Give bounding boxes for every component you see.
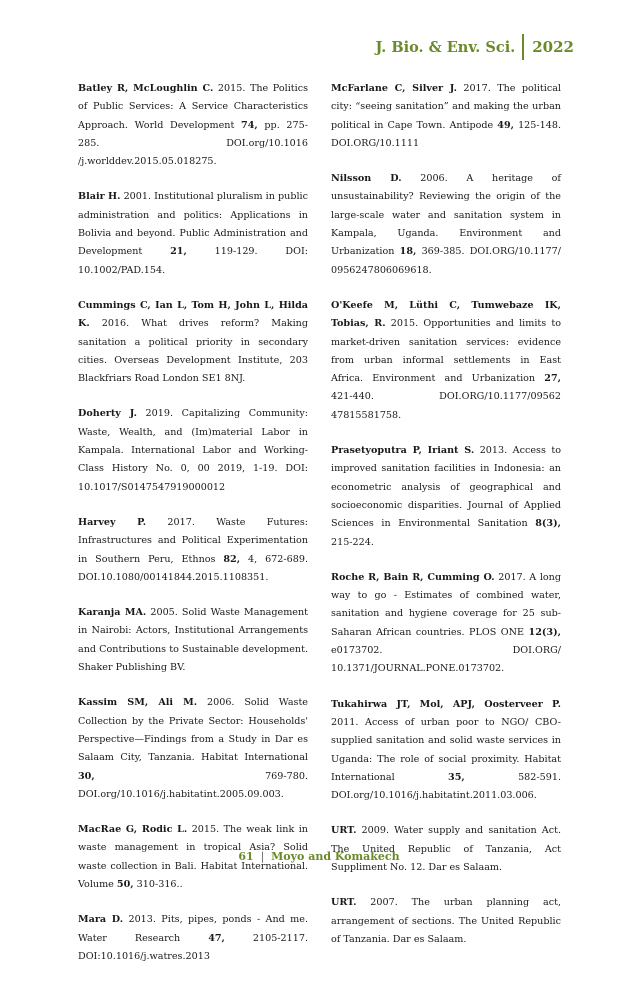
reference-entry: URT. 2009. Water supply and sanitation Act. The United Republic of Tanzania, Act Suppliment No. 12. Dar es Salaam. [331,825,561,873]
right-column [331,80,561,966]
left-column [78,80,308,983]
footer-separator: | [260,850,265,863]
reference-entry: O'Keefe M, Lüthi C, Tumwebaze IK, Tobias, R. 2015. Opportunities and limits to market-driven sanitation services: evidence from urban informal settlements in East Africa. Environment and Urbanization 27, 421-440. DOI.ORG/10.1177/09562 47815581758. [331,299,562,421]
reference-entry: McFarlane C, Silver J. 2017. The political city: “seeing sanitation” and making the urban political in Cape Town. Antipode 49, 125-148. DOI.ORG/10.1111 [331,83,561,149]
reference-entry: Nilsson D. 2006. A heritage of unsustainability? Reviewing the origin of the large-scale water and sanitation system in Kampala, Uganda. Environment and Urbanization 18, 369-385. DOI.ORG/10.1177/ 0956247806069618. [331,173,561,276]
journal-name: J. Bio. & Env. Sci. [375,38,516,56]
reference-entry: Roche R, Bain R, Cumming O. 2017. A long way to go - Estimates of combined water, sanitation and hygiene coverage for 25 sub-Saharan African countries. PLOS ONE 12(3), e0173702. DOI.ORG/ 10.1371/JOURNAL.PONE.0173702. [331,571,561,675]
reference-entry: Blair H. 2001. Institutional pluralism in public administration and politics: Applications in Bolivia and beyond. Public Administration and Development 21, 119-129. DOI: 10.1002/PAD.154. [78,191,308,276]
reference-entry: Kassim SM, Ali M. 2006. Solid Waste Collection by the Private Sector: Households' Perspective—Findings from a Study in Dar es Salaam City, Tanzania. Habitat International 30, 769-780. DOI.org/10.1016/j.habitatint.2005.09.003. [78,697,308,800]
reference-entry: Mara D. 2013. Pits, pipes, ponds - And me. Water Research 47, 2105-2117. DOI:10.1016/j.watres.2013 [78,914,309,962]
running-header [375,34,574,60]
reference-entry: Batley R, McLoughlin C. 2015. The Politics of Public Services: A Service Characteristics Approach. World Development 74, pp. 275-285. DOI.org/10.1016 /j.worlddev.2015.05.018275. [78,83,308,168]
reference-entry: Karanja MA. 2005. Solid Waste Management in Nairobi: Actors, Institutional Arrangements and Contributions to Sustainable development. Shaker Publishing BV. [78,607,309,674]
footer-authors: Moyo and Komakech [271,850,400,863]
reference-entry: Doherty J. 2019. Capitalizing Community: Waste, Wealth, and (Im)material Labor in Kampala. International Labor and Working-Class History No. 0, 00 2019, 1-19. DOI: 10.1017/S0147547919000012 [78,408,308,493]
reference-entry: URT. 2007. The urban planning act, arrangement of sections. The United Republic of Tanzania. Dar es Salaam. [331,897,561,945]
reference-entry: Tukahirwa JT, Mol, APJ, Oosterveer P. 2011. Access of urban poor to NGO/ CBO-supplied sanitation and solid waste services in Uganda: The role of social proximity. Habitat International 35, 582-591. DOI.org/10.1016/j.habitatint.2011.03.006. [331,698,561,802]
reference-entry: MacRae G, Rodic L. 2015. The weak link in waste management in tropical Asia? Solid waste collection in Bali. Habitat International. Volume 50, 310-316.. [78,824,308,890]
page-footer [0,850,638,863]
reference-entry: Harvey P. 2017. Waste Futures: Infrastructures and Political Experimentation in Southern Peru, Ethnos 82, 4, 672-689. DOI.10.1080/00141844.2015.1108351. [78,516,308,583]
reference-entry: Cummings C, Ian L, Tom H, John L, Hilda K. 2016. What drives reform? Making sanitation a political priority in secondary cities. Overseas Development Institute, 203 Blackfriars Road London SE1 8NJ. [78,299,308,385]
journal-year: 2022 [532,38,574,56]
page-number: 61 [238,850,254,863]
reference-entry: Prasetyoputra P, Iriant S. 2013. Access to improved sanitation facilities in Indonesia: an econometric analysis of geographical and socioeconomic disparities. Journal of Applied Sciences in Environmental Sanitation 8(3), 215-224. [331,445,561,548]
